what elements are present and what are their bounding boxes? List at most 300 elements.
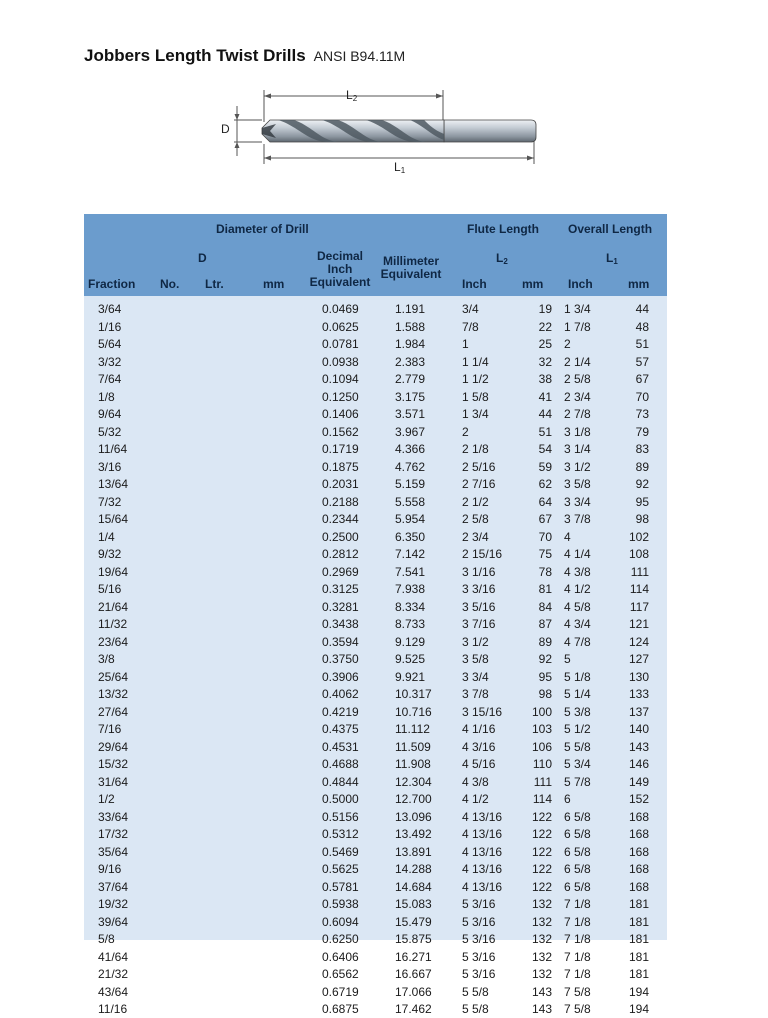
flute-inch-cell: 2 <box>462 424 469 439</box>
flute-mm-cell: 132 <box>531 949 552 964</box>
decimal-inch-cell: 0.0469 <box>322 302 359 316</box>
table-body <box>84 300 667 1018</box>
fraction-cell: 5/8 <box>98 932 115 946</box>
overall-mm-cell: 143 <box>628 739 649 754</box>
overall-mm-cell: 168 <box>628 809 649 824</box>
header-letter: Ltr. <box>205 277 224 291</box>
l1-subscript: 1 <box>400 166 406 175</box>
overall-inch-cell: 2 7/8 <box>564 407 591 421</box>
overall-inch-cell: 6 <box>564 792 571 806</box>
fraction-cell: 9/16 <box>98 862 122 876</box>
table-row <box>84 825 667 843</box>
flute-inch-cell: 2 3/4 <box>462 529 489 544</box>
l2-label <box>346 88 357 103</box>
decimal-inch-cell: 0.6406 <box>322 949 359 964</box>
flute-mm-cell: 132 <box>531 914 552 929</box>
flute-mm-cell: 143 <box>531 984 552 999</box>
overall-inch-cell: 5 <box>564 652 571 666</box>
flute-inch-cell: 2 5/16 <box>462 459 496 474</box>
table-row <box>84 808 667 826</box>
flute-mm-cell: 92 <box>538 652 552 666</box>
flute-mm-cell: 54 <box>538 442 552 456</box>
decimal-inch-cell: 0.4688 <box>322 757 359 771</box>
flute-inch-cell: 4 13/16 <box>462 844 503 859</box>
millimeter-cell: 7.938 <box>395 582 426 596</box>
flute-inch-cell: 3 5/16 <box>462 599 496 614</box>
table-row <box>84 878 667 896</box>
overall-mm-cell: 111 <box>630 564 649 579</box>
overall-mm-cell: 48 <box>635 319 649 334</box>
fraction-cell: 23/64 <box>98 634 129 649</box>
flute-inch-cell: 3 1/16 <box>462 564 496 579</box>
flute-inch-cell: 3 7/8 <box>462 687 489 701</box>
flute-mm-cell: 132 <box>531 932 552 946</box>
diameter-label: D <box>221 122 230 136</box>
table-row <box>84 843 667 861</box>
fraction-cell: 7/64 <box>98 372 122 386</box>
table-row <box>84 738 667 756</box>
overall-inch-cell: 3 5/8 <box>564 477 591 491</box>
millimeter-cell: 15.479 <box>395 914 432 929</box>
millimeter-cell: 3.967 <box>395 424 426 439</box>
overall-mm-cell: 67 <box>635 372 649 386</box>
flute-mm-cell: 59 <box>538 459 552 474</box>
overall-mm-cell: 168 <box>628 827 649 841</box>
overall-inch-cell: 4 1/4 <box>564 547 591 561</box>
overall-inch-cell: 2 1/4 <box>564 354 591 369</box>
fraction-cell: 25/64 <box>98 669 129 684</box>
decimal-inch-cell: 0.2500 <box>322 529 359 544</box>
flute-mm-cell: 143 <box>531 1002 552 1016</box>
flute-inch-cell: 3 7/16 <box>462 617 496 631</box>
flute-inch-cell: 5 3/16 <box>462 914 496 929</box>
flute-mm-cell: 110 <box>532 757 552 771</box>
header-l2-subscript: 2 <box>503 257 508 266</box>
flute-mm-cell: 22 <box>538 319 552 334</box>
flute-mm-cell: 132 <box>531 967 552 981</box>
millimeter-cell: 11.112 <box>395 722 430 736</box>
flute-inch-cell: 4 13/16 <box>462 827 503 841</box>
overall-inch-cell: 7 1/8 <box>564 949 591 964</box>
decimal-inch-cell: 0.6094 <box>322 914 359 929</box>
millimeter-cell: 5.159 <box>395 477 426 491</box>
page-title <box>84 46 405 66</box>
fraction-cell: 3/16 <box>98 459 122 474</box>
overall-inch-cell: 7 1/8 <box>564 967 591 981</box>
flute-inch-cell: 5 3/16 <box>462 897 496 911</box>
flute-inch-cell: 7/8 <box>462 319 479 334</box>
millimeter-cell: 17.462 <box>395 1002 432 1016</box>
millimeter-cell: 16.271 <box>395 949 432 964</box>
millimeter-cell: 15.083 <box>395 897 432 911</box>
flute-inch-cell: 2 7/16 <box>462 477 496 491</box>
overall-mm-cell: 181 <box>628 967 649 981</box>
millimeter-cell: 15.875 <box>395 932 432 946</box>
overall-mm-cell: 102 <box>628 529 649 544</box>
twist-drill-illustration <box>218 84 548 174</box>
flute-inch-cell: 1 <box>462 337 469 351</box>
overall-mm-cell: 130 <box>628 669 649 684</box>
table-row <box>84 388 667 406</box>
millimeter-cell: 1.984 <box>395 337 426 351</box>
fraction-cell: 11/32 <box>98 617 128 631</box>
flute-mm-cell: 103 <box>531 722 552 736</box>
table-row <box>84 545 667 563</box>
decimal-inch-cell: 0.3281 <box>322 599 359 614</box>
overall-inch-cell: 3 1/8 <box>564 424 591 439</box>
fraction-cell: 5/16 <box>98 582 122 596</box>
fraction-cell: 9/32 <box>98 547 122 561</box>
flute-inch-cell: 3 15/16 <box>462 704 503 719</box>
overall-inch-cell: 7 5/8 <box>564 984 591 999</box>
decimal-inch-cell: 0.4219 <box>322 704 359 719</box>
overall-inch-cell: 5 3/4 <box>564 757 591 771</box>
flute-inch-cell: 2 1/2 <box>462 494 489 509</box>
l2-letter: L <box>346 88 353 102</box>
table-row <box>84 510 667 528</box>
fraction-cell: 15/64 <box>98 512 129 526</box>
table-row <box>84 983 667 1001</box>
overall-mm-cell: 137 <box>628 704 649 719</box>
table-row <box>84 528 667 546</box>
flute-mm-cell: 51 <box>538 424 552 439</box>
millimeter-cell: 11.509 <box>395 739 431 754</box>
title-standard: ANSI B94.11M <box>313 48 406 64</box>
fraction-cell: 29/64 <box>98 739 129 754</box>
table-row <box>84 580 667 598</box>
table-row <box>84 913 667 931</box>
millimeter-cell: 5.558 <box>395 494 426 509</box>
overall-mm-cell: 108 <box>628 547 649 561</box>
table-row <box>84 598 667 616</box>
overall-inch-cell: 6 5/8 <box>564 862 591 876</box>
millimeter-cell: 10.716 <box>395 704 432 719</box>
millimeter-cell: 9.921 <box>395 669 426 684</box>
header-l2-letter: L <box>496 251 504 265</box>
millimeter-cell: 14.684 <box>395 879 432 894</box>
header-overall-length: Overall Length <box>568 222 653 236</box>
millimeter-cell: 12.304 <box>395 774 432 789</box>
table-row <box>84 948 667 966</box>
header-flute-mm: mm <box>522 277 544 291</box>
fraction-cell: 5/32 <box>98 424 122 439</box>
fraction-cell: 3/64 <box>98 302 122 316</box>
flute-inch-cell: 2 1/8 <box>462 442 489 456</box>
header-overall-mm: mm <box>628 277 650 291</box>
millimeter-cell: 14.288 <box>395 862 432 876</box>
table-row <box>84 318 667 336</box>
flute-inch-cell: 1 1/2 <box>462 372 489 386</box>
millimeter-cell: 3.175 <box>395 389 426 404</box>
flute-inch-cell: 1 5/8 <box>462 389 489 404</box>
overall-inch-cell: 5 3/8 <box>564 704 591 719</box>
overall-inch-cell: 5 5/8 <box>564 739 591 754</box>
table-row <box>84 860 667 878</box>
header-decimal-inch-equivalent: Decimal Inch Equivalent <box>309 249 371 289</box>
fraction-cell: 3/8 <box>98 652 115 666</box>
overall-mm-cell: 149 <box>628 774 649 789</box>
millimeter-cell: 13.096 <box>395 809 432 824</box>
decimal-inch-cell: 0.1250 <box>322 389 359 404</box>
millimeter-cell: 3.571 <box>395 407 426 421</box>
header-mm: mm <box>263 277 285 291</box>
flute-mm-cell: 64 <box>538 494 552 509</box>
millimeter-cell: 1.191 <box>395 302 426 316</box>
decimal-inch-cell: 0.5625 <box>322 862 359 876</box>
header-fraction: Fraction <box>88 277 136 291</box>
decimal-inch-cell: 0.5000 <box>322 792 359 806</box>
table-row <box>84 895 667 913</box>
millimeter-cell: 16.667 <box>395 967 432 981</box>
decimal-inch-cell: 0.1875 <box>322 459 359 474</box>
overall-mm-cell: 121 <box>628 617 649 631</box>
header-d: D <box>198 251 207 265</box>
overall-inch-cell: 3 3/4 <box>564 494 591 509</box>
flute-inch-cell: 5 3/16 <box>462 949 496 964</box>
overall-mm-cell: 194 <box>628 984 649 999</box>
decimal-inch-cell: 0.5781 <box>322 879 359 894</box>
fraction-cell: 7/32 <box>98 494 122 509</box>
overall-inch-cell: 2 <box>564 337 571 351</box>
fraction-cell: 21/32 <box>98 967 129 981</box>
flute-mm-cell: 44 <box>538 407 552 421</box>
table-row <box>84 335 667 353</box>
flute-mm-cell: 84 <box>538 599 552 614</box>
decimal-inch-cell: 0.3750 <box>322 652 359 666</box>
overall-inch-cell: 4 5/8 <box>564 599 591 614</box>
fraction-cell: 1/16 <box>98 319 122 334</box>
decimal-inch-cell: 0.2812 <box>322 547 359 561</box>
overall-inch-cell: 7 1/8 <box>564 914 591 929</box>
decimal-inch-cell: 0.5312 <box>322 827 359 841</box>
flute-mm-cell: 106 <box>531 739 552 754</box>
fraction-cell: 41/64 <box>98 949 129 964</box>
overall-mm-cell: 168 <box>628 862 649 876</box>
overall-mm-cell: 127 <box>628 652 649 666</box>
overall-inch-cell: 1 7/8 <box>564 319 591 334</box>
flute-inch-cell: 2 5/8 <box>462 512 489 526</box>
decimal-inch-cell: 0.1719 <box>322 442 359 456</box>
table-row <box>84 668 667 686</box>
fraction-cell: 27/64 <box>98 704 129 719</box>
table-row <box>84 405 667 423</box>
millimeter-cell: 17.066 <box>395 984 432 999</box>
table-row <box>84 790 667 808</box>
overall-mm-cell: 92 <box>635 477 649 491</box>
millimeter-cell: 4.762 <box>395 459 426 474</box>
table-row <box>84 440 667 458</box>
fraction-cell: 33/64 <box>98 809 129 824</box>
flute-inch-cell: 5 5/8 <box>462 984 489 999</box>
flute-inch-cell: 4 5/16 <box>462 757 496 771</box>
flute-mm-cell: 100 <box>531 704 552 719</box>
overall-inch-cell: 6 5/8 <box>564 844 591 859</box>
overall-inch-cell: 2 3/4 <box>564 389 591 404</box>
fraction-cell: 19/32 <box>98 897 129 911</box>
flute-mm-cell: 75 <box>538 547 552 561</box>
flute-mm-cell: 81 <box>538 582 552 596</box>
flute-mm-cell: 62 <box>538 477 552 491</box>
overall-inch-cell: 5 1/4 <box>564 687 591 701</box>
overall-mm-cell: 114 <box>629 582 649 596</box>
millimeter-cell: 1.588 <box>395 319 426 334</box>
millimeter-cell: 4.366 <box>395 442 426 456</box>
overall-mm-cell: 83 <box>635 442 649 456</box>
millimeter-cell: 13.492 <box>395 827 432 841</box>
decimal-inch-cell: 0.6719 <box>322 984 359 999</box>
overall-inch-cell: 5 1/8 <box>564 669 591 684</box>
decimal-inch-cell: 0.2188 <box>322 494 359 509</box>
table-row <box>84 475 667 493</box>
overall-mm-cell: 140 <box>628 722 649 736</box>
flute-mm-cell: 70 <box>538 529 552 544</box>
overall-mm-cell: 73 <box>635 407 649 421</box>
header-l1-subscript: 1 <box>613 257 618 266</box>
header-overall-inch: Inch <box>568 277 593 291</box>
fraction-cell: 43/64 <box>98 984 129 999</box>
table-row <box>84 703 667 721</box>
decimal-inch-cell: 0.0625 <box>322 319 359 334</box>
flute-inch-cell: 5 3/16 <box>462 967 496 981</box>
flute-mm-cell: 95 <box>538 669 552 684</box>
decimal-inch-cell: 0.6250 <box>322 932 359 946</box>
overall-mm-cell: 181 <box>628 932 649 946</box>
flute-inch-cell: 3 3/16 <box>462 582 496 596</box>
overall-inch-cell: 4 1/2 <box>564 582 591 596</box>
decimal-inch-cell: 0.1562 <box>322 424 359 439</box>
flute-inch-cell: 4 3/8 <box>462 774 489 789</box>
millimeter-cell: 6.350 <box>395 529 426 544</box>
table-row <box>84 563 667 581</box>
header-l1-letter: L <box>606 251 614 265</box>
fraction-cell: 7/16 <box>98 722 122 736</box>
fraction-cell: 9/64 <box>98 407 122 421</box>
flute-inch-cell: 5 3/16 <box>462 932 496 946</box>
millimeter-cell: 13.891 <box>395 844 432 859</box>
flute-mm-cell: 67 <box>538 512 552 526</box>
millimeter-cell: 10.317 <box>395 687 432 701</box>
table-row <box>84 300 667 318</box>
decimal-inch-cell: 0.2969 <box>322 564 359 579</box>
title-main: Jobbers Length Twist Drills <box>84 46 306 65</box>
decimal-inch-cell: 0.5469 <box>322 844 359 859</box>
millimeter-cell: 2.383 <box>395 354 426 369</box>
fraction-cell: 1/2 <box>98 792 115 806</box>
overall-inch-cell: 3 1/4 <box>564 442 591 456</box>
flute-inch-cell: 4 13/16 <box>462 879 503 894</box>
fraction-cell: 15/32 <box>98 757 129 771</box>
overall-mm-cell: 194 <box>628 1002 649 1016</box>
decimal-inch-cell: 0.6875 <box>322 1002 359 1016</box>
decimal-inch-cell: 0.5938 <box>322 897 359 911</box>
overall-mm-cell: 181 <box>628 897 649 911</box>
millimeter-cell: 5.954 <box>395 512 426 526</box>
flute-inch-cell: 3 3/4 <box>462 669 489 684</box>
overall-inch-cell: 4 <box>564 529 571 544</box>
overall-inch-cell: 6 5/8 <box>564 809 591 824</box>
millimeter-cell: 11.908 <box>395 757 431 771</box>
overall-inch-cell: 3 1/2 <box>564 459 591 474</box>
fraction-cell: 19/64 <box>98 564 129 579</box>
table-row <box>84 755 667 773</box>
decimal-inch-cell: 0.4375 <box>322 722 359 736</box>
flute-inch-cell: 4 1/2 <box>462 792 489 806</box>
flute-inch-cell: 4 13/16 <box>462 862 503 876</box>
flute-mm-cell: 41 <box>538 389 552 404</box>
fraction-cell: 5/64 <box>98 337 122 351</box>
overall-mm-cell: 44 <box>635 302 649 316</box>
decimal-inch-cell: 0.2031 <box>322 477 359 491</box>
header-l2 <box>496 251 508 266</box>
decimal-inch-cell: 0.3125 <box>322 582 359 596</box>
decimal-inch-cell: 0.0938 <box>322 354 359 369</box>
flute-mm-cell: 122 <box>531 879 552 894</box>
table-row <box>84 650 667 668</box>
header-l1 <box>606 251 618 266</box>
flute-mm-cell: 111 <box>533 774 552 789</box>
flute-inch-cell: 3 5/8 <box>462 652 489 666</box>
fraction-cell: 11/16 <box>98 1002 128 1016</box>
flute-mm-cell: 132 <box>531 897 552 911</box>
fraction-cell: 37/64 <box>98 879 129 894</box>
decimal-inch-cell: 0.1094 <box>322 372 359 386</box>
flute-inch-cell: 5 5/8 <box>462 1002 489 1016</box>
table-row <box>84 720 667 738</box>
table-row <box>84 370 667 388</box>
overall-inch-cell: 4 3/8 <box>564 564 591 579</box>
overall-inch-cell: 4 7/8 <box>564 634 591 649</box>
flute-inch-cell: 4 3/16 <box>462 739 496 754</box>
millimeter-cell: 8.334 <box>395 599 426 614</box>
overall-inch-cell: 6 5/8 <box>564 827 591 841</box>
overall-inch-cell: 7 1/8 <box>564 897 591 911</box>
header-number: No. <box>160 277 180 291</box>
overall-mm-cell: 79 <box>635 424 649 439</box>
fraction-cell: 39/64 <box>98 914 129 929</box>
table-row <box>84 423 667 441</box>
overall-mm-cell: 70 <box>635 389 649 404</box>
table-row <box>84 930 667 948</box>
decimal-inch-cell: 0.3438 <box>322 617 359 631</box>
overall-mm-cell: 124 <box>628 634 649 649</box>
table-row <box>84 1000 667 1018</box>
header-millimeter-equivalent: Millimeter Equivalent <box>380 254 442 281</box>
flute-mm-cell: 122 <box>531 844 552 859</box>
decimal-inch-cell: 0.4062 <box>322 687 359 701</box>
overall-mm-cell: 95 <box>635 494 649 509</box>
table-row <box>84 965 667 983</box>
header-diameter-of-drill: Diameter of Drill <box>216 222 309 236</box>
table-row <box>84 493 667 511</box>
flute-mm-cell: 114 <box>532 792 552 806</box>
flute-mm-cell: 19 <box>538 302 552 316</box>
fraction-cell: 13/32 <box>98 687 129 701</box>
overall-mm-cell: 98 <box>635 512 649 526</box>
overall-inch-cell: 3 7/8 <box>564 512 591 526</box>
decimal-inch-cell: 0.5156 <box>322 809 359 824</box>
fraction-cell: 3/32 <box>98 354 122 369</box>
table-row <box>84 353 667 371</box>
overall-mm-cell: 181 <box>628 949 649 964</box>
flute-inch-cell: 1 1/4 <box>462 354 489 369</box>
overall-inch-cell: 7 1/8 <box>564 932 591 946</box>
overall-mm-cell: 168 <box>628 844 649 859</box>
overall-inch-cell: 6 5/8 <box>564 879 591 894</box>
overall-mm-cell: 146 <box>628 757 649 771</box>
fraction-cell: 17/32 <box>98 827 129 841</box>
overall-inch-cell: 7 5/8 <box>564 1002 591 1016</box>
decimal-inch-cell: 0.1406 <box>322 407 359 421</box>
